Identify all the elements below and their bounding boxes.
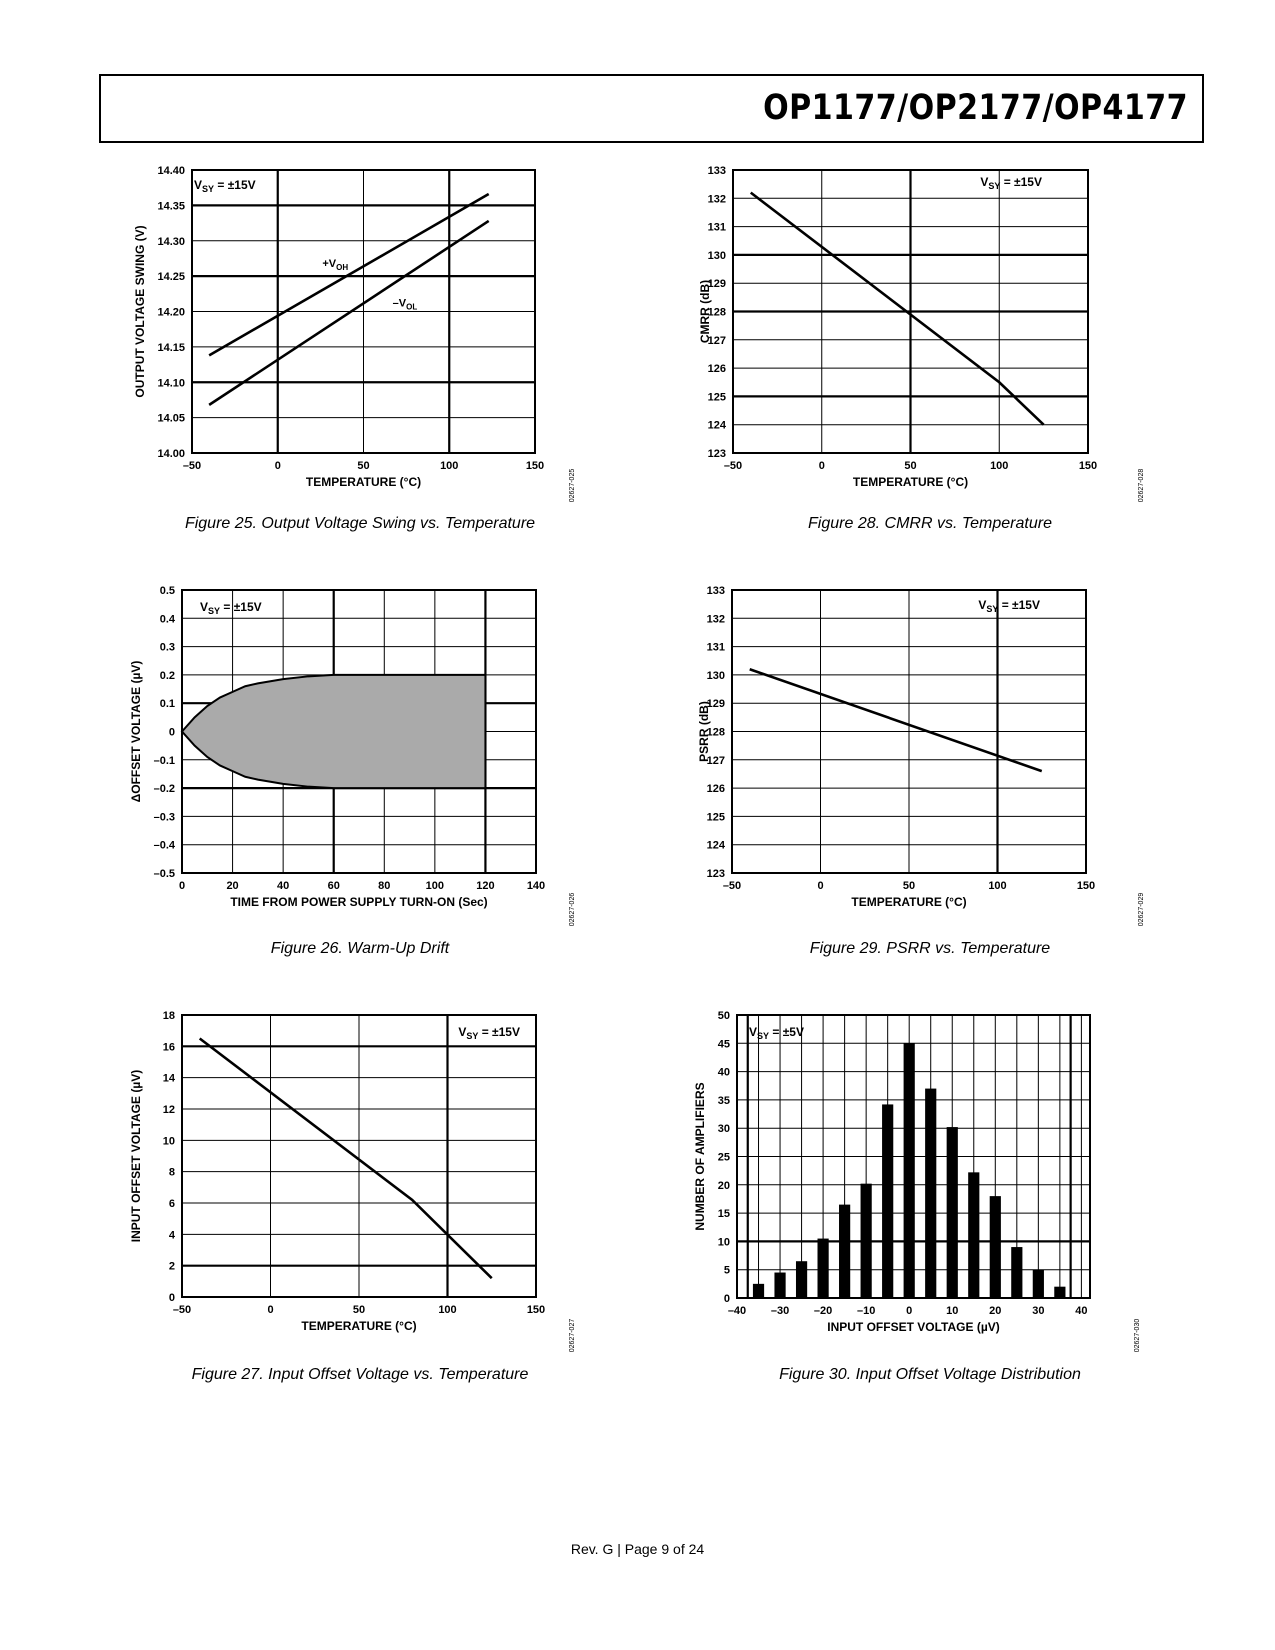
y-tick-label: 8	[168, 1166, 175, 1179]
x-tick-label: 40	[277, 880, 290, 892]
figure-25-code: 02627-025	[569, 468, 577, 503]
y-tick-label: 14.20	[157, 306, 185, 319]
y-tick-label: 14	[162, 1072, 175, 1085]
series-label: $-V_{OL}$	[392, 297, 418, 312]
histogram-bar	[925, 1089, 936, 1298]
x-tick-label: –50	[723, 460, 743, 472]
x-tick-label: 100	[440, 460, 459, 472]
supply-condition-label: $V_{SY} = \pm 15V$	[194, 178, 256, 194]
y-tick-label: 20	[717, 1179, 730, 1192]
y-tick-label: 127	[707, 334, 726, 347]
y-tick-label: 130	[707, 249, 726, 262]
x-axis-label: TEMPERATURE (°C)	[301, 1319, 417, 1333]
y-axis-label: ΔOFFSET VOLTAGE (µV)	[129, 660, 143, 803]
y-tick-label: 125	[707, 391, 726, 404]
x-tick-label: 150	[525, 460, 545, 472]
figure-25-chart	[130, 165, 600, 510]
x-tick-label: 150	[1076, 880, 1096, 892]
y-tick-label: 125	[706, 811, 725, 824]
x-tick-label: –50	[172, 1304, 192, 1316]
x-axis-label: TEMPERATURE (°C)	[305, 475, 422, 489]
supply-condition-label: $V_{SY} = \pm 5V$	[749, 1025, 804, 1041]
x-axis-label: TIME FROM POWER SUPPLY TURN-ON (Sec)	[230, 895, 488, 909]
y-axis-label: NUMBER OF AMPLIFIERS	[693, 1082, 707, 1231]
y-tick-label: 2	[168, 1260, 175, 1273]
y-tick-label: 131	[706, 641, 725, 654]
figure-29-chart	[697, 585, 1170, 935]
histogram-bar	[753, 1284, 764, 1298]
y-tick-label: 14.30	[157, 235, 185, 248]
histogram-bar	[861, 1184, 872, 1298]
y-tick-label: 127	[706, 754, 725, 767]
y-tick-label: 0	[168, 726, 175, 739]
warm-up-drift-band	[182, 675, 485, 788]
x-tick-label: 60	[327, 880, 340, 892]
histogram-bar	[1011, 1247, 1022, 1298]
y-tick-label: 129	[707, 278, 726, 291]
histogram-bar	[774, 1273, 785, 1298]
figure-30-code: 02627-030	[1134, 1318, 1142, 1353]
y-tick-label: 124	[706, 839, 725, 852]
document-title: OP1177/OP2177/OP4177	[763, 88, 1188, 128]
x-axis-label: TEMPERATURE (°C)	[852, 475, 969, 489]
y-tick-label: 0.4	[159, 613, 175, 626]
y-tick-label: 10	[717, 1236, 730, 1249]
x-tick-label: –20	[813, 1305, 833, 1317]
histogram-bar	[796, 1261, 807, 1298]
x-axis-label: INPUT OFFSET VOLTAGE (µV)	[827, 1320, 1000, 1334]
histogram-bar	[947, 1127, 958, 1298]
x-tick-label: 0	[274, 460, 281, 472]
x-tick-label: 50	[352, 1304, 366, 1316]
y-axis-label: CMRR (dB)	[698, 279, 712, 344]
x-tick-label: 10	[946, 1305, 959, 1317]
y-tick-label: 15	[717, 1208, 730, 1221]
y-tick-label: 18	[162, 1010, 175, 1022]
y-tick-label: 126	[706, 783, 725, 796]
histogram-bar	[818, 1239, 829, 1298]
y-tick-label: 128	[707, 306, 726, 319]
y-tick-label: 30	[717, 1123, 730, 1136]
y-tick-label: 133	[707, 165, 726, 177]
y-tick-label: 0.2	[159, 669, 175, 682]
x-tick-label: 140	[526, 880, 546, 892]
figure-26-code: 02627-026	[569, 892, 577, 927]
y-tick-label: 14.15	[157, 341, 185, 354]
y-tick-label: 0.1	[159, 698, 175, 711]
histogram-bar	[882, 1104, 893, 1298]
y-tick-label: 16	[162, 1041, 175, 1054]
figure-29-code: 02627-029	[1138, 892, 1146, 927]
histogram-bar	[968, 1172, 979, 1298]
figure-30-caption: Figure 30. Input Offset Voltage Distribution	[779, 1366, 1081, 1383]
y-tick-label: 50	[717, 1010, 730, 1022]
y-tick-label: 14.10	[157, 377, 185, 390]
x-tick-label: 20	[989, 1305, 1002, 1317]
y-tick-label: 6	[168, 1198, 175, 1210]
y-tick-label: 14.05	[157, 412, 185, 425]
figure-28-caption: Figure 28. CMRR vs. Temperature	[808, 515, 1052, 532]
y-tick-label: 123	[706, 868, 725, 880]
data-line	[209, 194, 489, 355]
y-tick-label: 14.35	[157, 200, 185, 213]
page-footer: Rev. G | Page 9 of 24	[570, 1541, 705, 1557]
y-tick-label: 126	[707, 363, 726, 376]
x-tick-label: 150	[1078, 460, 1098, 472]
y-tick-label: 130	[706, 669, 725, 682]
y-tick-label: 14.25	[157, 271, 185, 284]
y-tick-label: –0.1	[153, 754, 175, 767]
x-tick-label: 0	[906, 1305, 913, 1317]
supply-condition-label: $V_{SY} = \pm 15V$	[200, 600, 262, 616]
x-tick-label: –10	[856, 1305, 876, 1317]
x-axis-label: TEMPERATURE (°C)	[851, 895, 967, 909]
x-tick-label: 50	[357, 460, 370, 472]
x-tick-label: 0	[818, 460, 825, 472]
histogram-bar	[1054, 1287, 1065, 1298]
x-tick-label: 0	[267, 1304, 274, 1316]
x-tick-label: –50	[182, 460, 202, 472]
y-tick-label: 40	[717, 1066, 730, 1079]
series-label: $+V_{OH}$	[322, 257, 349, 272]
histogram-bar	[1033, 1270, 1044, 1298]
histogram-bar	[990, 1196, 1001, 1298]
y-tick-label: 132	[707, 193, 726, 206]
figure-26-chart	[129, 585, 600, 935]
histogram-bar	[839, 1205, 850, 1298]
figure-29-caption: Figure 29. PSRR vs. Temperature	[809, 940, 1051, 957]
y-tick-label: 128	[706, 726, 725, 739]
y-tick-label: 129	[706, 698, 725, 711]
x-tick-label: –30	[770, 1305, 790, 1317]
page-header	[99, 74, 1204, 143]
figure-27-caption: Figure 27. Input Offset Voltage vs. Temperature	[191, 1366, 529, 1383]
supply-condition-label: $V_{SY} = \pm 15V$	[978, 598, 1040, 614]
y-tick-label: 0.5	[159, 585, 175, 597]
y-axis-label: INPUT OFFSET VOLTAGE (µV)	[129, 1069, 143, 1243]
y-tick-label: 45	[717, 1038, 730, 1051]
y-tick-label: –0.2	[153, 783, 175, 796]
y-tick-label: 35	[717, 1094, 730, 1107]
y-tick-label: 124	[707, 419, 726, 432]
x-tick-label: 30	[1032, 1305, 1045, 1317]
supply-condition-label: $V_{SY} = \pm 15V$	[458, 1025, 520, 1041]
y-tick-label: 132	[706, 613, 725, 626]
y-tick-label: 133	[706, 585, 725, 597]
x-tick-label: 120	[476, 880, 495, 892]
x-tick-label: 20	[226, 880, 239, 892]
x-tick-label: 0	[178, 880, 186, 892]
x-tick-label: 100	[425, 880, 445, 892]
figure-28-chart	[700, 165, 1170, 510]
y-tick-label: 14.00	[157, 448, 185, 460]
x-tick-label: 40	[1075, 1305, 1088, 1317]
y-axis-label: OUTPUT VOLTAGE SWING (V)	[133, 225, 147, 398]
x-tick-label: 100	[990, 460, 1009, 472]
x-tick-label: 50	[904, 460, 917, 472]
y-tick-label: 10	[162, 1135, 175, 1148]
y-tick-label: 14.40	[157, 165, 185, 177]
x-tick-label: –40	[727, 1305, 747, 1317]
histogram-bar	[904, 1043, 915, 1298]
x-tick-label: 50	[902, 880, 916, 892]
figure-30-chart	[693, 1010, 1170, 1360]
y-tick-label: 5	[723, 1264, 730, 1277]
y-tick-label: –0.3	[153, 811, 175, 824]
x-tick-label: 0	[817, 880, 824, 892]
y-tick-label: 0.3	[159, 641, 175, 654]
y-tick-label: –0.5	[153, 868, 175, 880]
x-tick-label: –50	[722, 880, 742, 892]
x-tick-label: 100	[988, 880, 1007, 892]
y-tick-label: 0	[723, 1293, 730, 1305]
data-line	[209, 221, 489, 405]
figure-26-caption: Figure 26. Warm-Up Drift	[270, 940, 450, 957]
y-tick-label: 123	[707, 448, 726, 460]
figure-27-chart	[129, 1010, 600, 1360]
y-tick-label: 4	[168, 1229, 175, 1242]
x-tick-label: 150	[526, 1304, 546, 1316]
y-tick-label: 0	[168, 1292, 175, 1304]
y-tick-label: 25	[717, 1151, 730, 1164]
figure-27-code: 02627-027	[569, 1318, 577, 1353]
y-tick-label: 131	[707, 221, 726, 234]
y-tick-label: 12	[162, 1104, 175, 1116]
x-tick-label: 100	[438, 1304, 457, 1316]
figure-25-caption: Figure 25. Output Voltage Swing vs. Temperature	[184, 515, 536, 532]
y-tick-label: –0.4	[153, 839, 175, 852]
y-axis-label: PSRR (dB)	[697, 701, 711, 762]
figure-28-code: 02627-028	[1138, 468, 1146, 503]
supply-condition-label: $V_{SY} = \pm 15V$	[980, 175, 1042, 191]
x-tick-label: 80	[378, 880, 391, 892]
